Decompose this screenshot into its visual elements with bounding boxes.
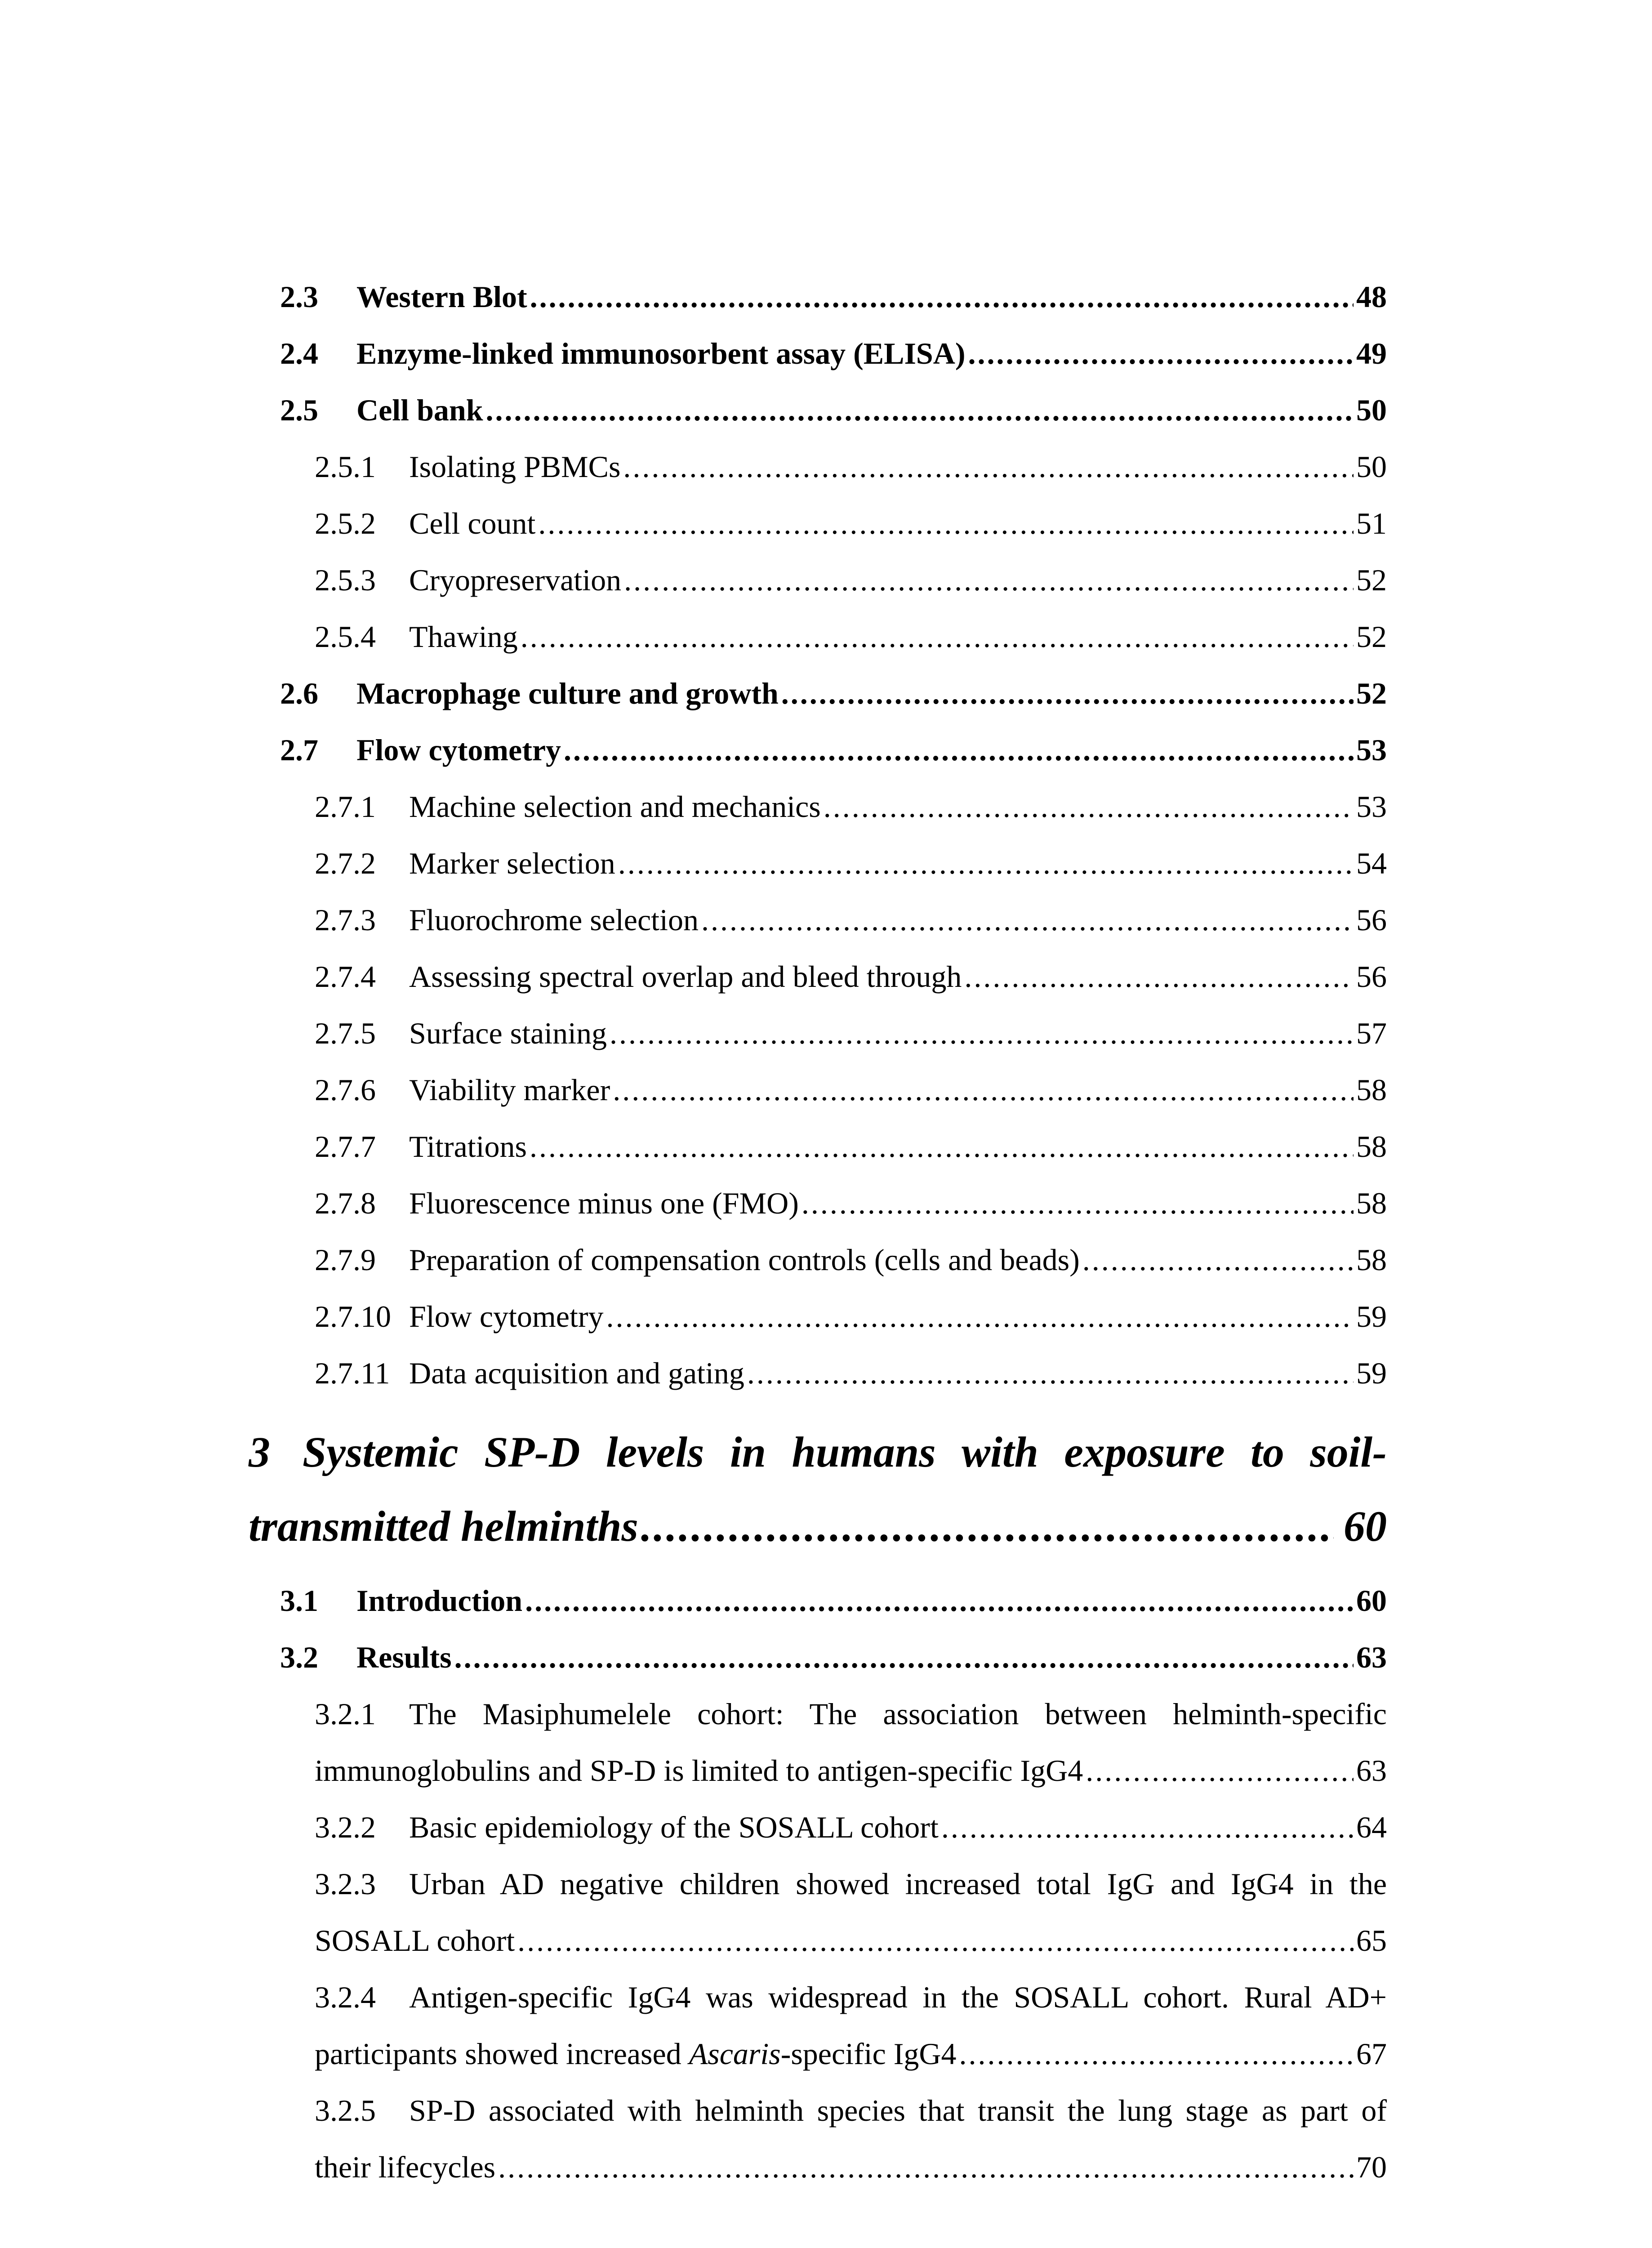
toc-entry-title: SP-D associated with helminth species that transit the lung stage as part of — [409, 2093, 1387, 2128]
toc-entry-title: Flow cytometry — [356, 733, 561, 767]
toc-entry-title: The Masiphumelele cohort: The association between helminth-specific — [409, 1697, 1387, 1731]
toc-entry-3-1[interactable] — [280, 1583, 1387, 1619]
toc-entry-3-2-4-line-1[interactable] — [315, 1979, 1387, 2015]
toc-entry-number: 2.5.3 — [315, 563, 376, 597]
toc-entry-2-7-4[interactable] — [315, 959, 1387, 995]
toc-entry-title-continued: SOSALL cohort — [315, 1923, 515, 1958]
dot-leader — [530, 279, 1354, 315]
dot-leader — [623, 449, 1354, 485]
dot-leader — [613, 1072, 1354, 1108]
toc-entry-title: Enzyme-linked immunosorbent assay (ELISA) — [356, 336, 966, 370]
toc-entry-title: Antigen-specific IgG4 was widespread in the SOSALL cohort. Rural AD+ — [409, 1980, 1387, 2014]
toc-entry-title: Fluorochrome selection — [409, 903, 699, 937]
toc-entry-2-4[interactable] — [280, 335, 1387, 371]
toc-entry-number: 3.2 — [280, 1640, 318, 1674]
toc-entry-3-2-3-line-1[interactable] — [315, 1866, 1387, 1902]
toc-entry-number: 2.7.5 — [315, 1016, 376, 1050]
toc-entry-number: 2.4 — [280, 336, 318, 370]
toc-page-number: 56 — [1356, 903, 1387, 937]
toc-page-number: 58 — [1356, 1186, 1387, 1220]
toc-entry-2-5-2[interactable] — [315, 505, 1387, 541]
toc-entry-number: 2.5 — [280, 393, 318, 427]
toc-entry-number: 2.7.8 — [315, 1186, 376, 1220]
toc-entry-number: 2.7.6 — [315, 1073, 376, 1107]
dot-leader — [454, 1639, 1354, 1675]
toc-entry-number: 2.7.9 — [315, 1243, 376, 1277]
toc-entry-2-7-3[interactable] — [315, 902, 1387, 938]
toc-entry-title: Introduction — [356, 1583, 523, 1618]
toc-entry-title: Cell count — [409, 506, 536, 540]
toc-page-number: 58 — [1356, 1073, 1387, 1107]
toc-chapter-title-continued: transmitted helminths — [249, 1502, 638, 1550]
dot-leader — [486, 392, 1354, 428]
toc-page-number: 51 — [1356, 506, 1387, 540]
toc-entry-3-2-3-line-2[interactable] — [315, 1922, 1387, 1958]
toc-page-number: 60 — [1344, 1502, 1387, 1550]
toc-entry-2-7-9[interactable] — [315, 1242, 1387, 1278]
toc-entry-2-7-7[interactable] — [315, 1128, 1387, 1164]
toc-entry-title: Basic epidemiology of the SOSALL cohort — [409, 1810, 939, 1844]
toc-page-number: 67 — [1356, 2037, 1387, 2071]
toc-entry-2-6[interactable] — [280, 675, 1387, 711]
toc-entry-title: Flow cytometry — [409, 1299, 604, 1334]
dot-leader — [525, 1583, 1354, 1619]
toc-entry-number: 3.1 — [280, 1583, 318, 1618]
toc-entry-2-5-3[interactable] — [315, 562, 1387, 598]
toc-chapter-number: 3 — [249, 1428, 270, 1476]
toc-chapter-3-line-1[interactable] — [249, 1427, 1387, 1477]
toc-page-number: 53 — [1356, 733, 1387, 767]
toc-entry-number: 2.7.1 — [315, 789, 376, 824]
dot-leader — [824, 789, 1354, 825]
toc-entry-2-5[interactable] — [280, 392, 1387, 428]
toc-entry-number: 2.7.10 — [315, 1299, 391, 1334]
toc-entry-title-continued: immunoglobulins and SP-D is limited to antigen-specific IgG4 — [315, 1753, 1083, 1788]
toc-page-number: 59 — [1356, 1299, 1387, 1334]
dot-leader — [564, 732, 1354, 768]
toc-entry-3-2-1-line-2[interactable] — [315, 1753, 1387, 1789]
dot-leader — [964, 959, 1354, 995]
dot-leader — [802, 1185, 1354, 1221]
toc-entry-title: Fluorescence minus one (FMO) — [409, 1186, 799, 1220]
toc-page-number: 50 — [1356, 393, 1387, 427]
dot-leader — [538, 505, 1354, 541]
toc-page-number: 60 — [1356, 1583, 1387, 1618]
toc-entry-2-7-8[interactable] — [315, 1185, 1387, 1221]
toc-entry-title: Viability marker — [409, 1073, 610, 1107]
dot-leader — [618, 845, 1354, 881]
toc-entry-title: Preparation of compensation controls (cells and beads) — [409, 1243, 1080, 1277]
title-text: -specific IgG4 — [780, 2037, 957, 2071]
toc-entry-number: 2.7.11 — [315, 1356, 390, 1390]
toc-page-number: 49 — [1356, 336, 1387, 370]
toc-entry-title: Urban AD negative children showed increased total IgG and IgG4 in the — [409, 1867, 1387, 1901]
toc-entry-3-2-5-line-1[interactable] — [315, 2092, 1387, 2128]
toc-page-number: 53 — [1356, 789, 1387, 824]
toc-page-number: 57 — [1356, 1016, 1387, 1050]
toc-entry-2-7-6[interactable] — [315, 1072, 1387, 1108]
dot-leader — [530, 1128, 1354, 1164]
toc-entry-2-7-5[interactable] — [315, 1015, 1387, 1051]
toc-entry-number: 2.5.4 — [315, 620, 376, 654]
toc-entry-number: 2.3 — [280, 280, 318, 314]
toc-entry-3-2-2[interactable] — [315, 1809, 1387, 1845]
dot-leader — [941, 1809, 1354, 1845]
toc-entry-2-7[interactable] — [280, 732, 1387, 768]
toc-entry-title: Titrations — [409, 1129, 527, 1164]
toc-entry-title: Machine selection and mechanics — [409, 789, 821, 824]
toc-entry-3-2-1-line-1[interactable] — [315, 1696, 1387, 1732]
toc-page-number: 50 — [1356, 450, 1387, 484]
toc-entry-number: 2.7.4 — [315, 959, 376, 994]
dot-leader — [641, 1502, 1334, 1551]
toc-entry-number: 2.5.1 — [315, 450, 376, 484]
toc-entry-number: 3.2.2 — [315, 1810, 376, 1844]
toc-entry-title: Isolating PBMCs — [409, 450, 621, 484]
toc-entry-2-7-2[interactable] — [315, 845, 1387, 881]
toc-entry-number: 2.6 — [280, 676, 318, 710]
dot-leader — [1082, 1242, 1354, 1278]
toc-entry-title: Assessing spectral overlap and bleed through — [409, 959, 962, 994]
toc-entry-title: Data acquisition and gating — [409, 1356, 744, 1390]
toc-entry-2-7-1[interactable] — [315, 789, 1387, 825]
dot-leader — [781, 675, 1354, 711]
dot-leader — [747, 1355, 1354, 1391]
toc-page-number: 56 — [1356, 959, 1387, 994]
dot-leader — [959, 2036, 1354, 2072]
toc-entry-number: 3.2.4 — [315, 1980, 376, 2014]
dot-leader — [521, 619, 1354, 655]
dot-leader — [624, 562, 1354, 598]
toc-entry-title: Results — [356, 1640, 452, 1674]
toc-entry-title: Surface staining — [409, 1016, 607, 1050]
toc-entry-2-5-1[interactable] — [315, 449, 1387, 485]
toc-page-number: 52 — [1356, 563, 1387, 597]
toc-entry-number: 2.7.7 — [315, 1129, 376, 1164]
italic-species-name: Ascaris — [689, 2037, 781, 2071]
title-text: participants showed increased — [315, 2037, 689, 2071]
toc-entry-number: 3.2.1 — [315, 1697, 376, 1731]
toc-page-number: 63 — [1356, 1753, 1387, 1788]
toc-page-number: 59 — [1356, 1356, 1387, 1390]
toc-entry-2-5-4[interactable] — [315, 619, 1387, 655]
toc-entry-number: 2.7.2 — [315, 846, 376, 880]
dot-leader — [968, 335, 1354, 371]
dot-leader — [606, 1298, 1354, 1334]
toc-entry-title: Cryopreservation — [409, 563, 622, 597]
toc-entry-number: 2.7 — [280, 733, 318, 767]
toc-entry-3-2-5-line-2[interactable] — [315, 2149, 1387, 2185]
toc-page-number: 48 — [1356, 280, 1387, 314]
toc-entry-number: 2.7.3 — [315, 903, 376, 937]
dot-leader — [498, 2149, 1354, 2185]
toc-entry-title: Macrophage culture and growth — [356, 676, 779, 710]
toc-page-number: 63 — [1356, 1640, 1387, 1674]
toc-page-number: 64 — [1356, 1810, 1387, 1844]
toc-entry-2-3[interactable] — [280, 279, 1387, 315]
toc-entry-number: 3.2.5 — [315, 2093, 376, 2128]
toc-entry-title: Western Blot — [356, 280, 527, 314]
dot-leader — [701, 902, 1354, 938]
toc-chapter-title: Systemic SP-D levels in humans with exposure to soil- — [303, 1428, 1387, 1476]
dot-leader — [610, 1015, 1354, 1051]
toc-entry-number: 2.5.2 — [315, 506, 376, 540]
toc-chapter-3-line-2[interactable] — [249, 1502, 1387, 1551]
toc-page-number: 52 — [1356, 676, 1387, 710]
toc-entry-3-2[interactable] — [280, 1639, 1387, 1675]
toc-entry-title-continued: their lifecycles — [315, 2150, 496, 2184]
toc-page-number: 54 — [1356, 846, 1387, 880]
toc-page-number: 70 — [1356, 2150, 1387, 2184]
toc-entry-2-7-10[interactable] — [315, 1298, 1387, 1334]
toc-page-number: 65 — [1356, 1923, 1387, 1958]
toc-page-number: 58 — [1356, 1243, 1387, 1277]
toc-page-number: 58 — [1356, 1129, 1387, 1164]
toc-page-number: 52 — [1356, 620, 1387, 654]
toc-entry-title: Marker selection — [409, 846, 615, 880]
toc-entry-title: Thawing — [409, 620, 518, 654]
toc-entry-2-7-11[interactable] — [315, 1355, 1387, 1391]
dot-leader — [1086, 1753, 1354, 1789]
toc-entry-title-continued — [315, 2036, 957, 2072]
toc-entry-title: Cell bank — [356, 393, 483, 427]
toc-entry-3-2-4-line-2[interactable] — [315, 2036, 1387, 2072]
dot-leader — [517, 1922, 1354, 1958]
toc-entry-number: 3.2.3 — [315, 1867, 376, 1901]
